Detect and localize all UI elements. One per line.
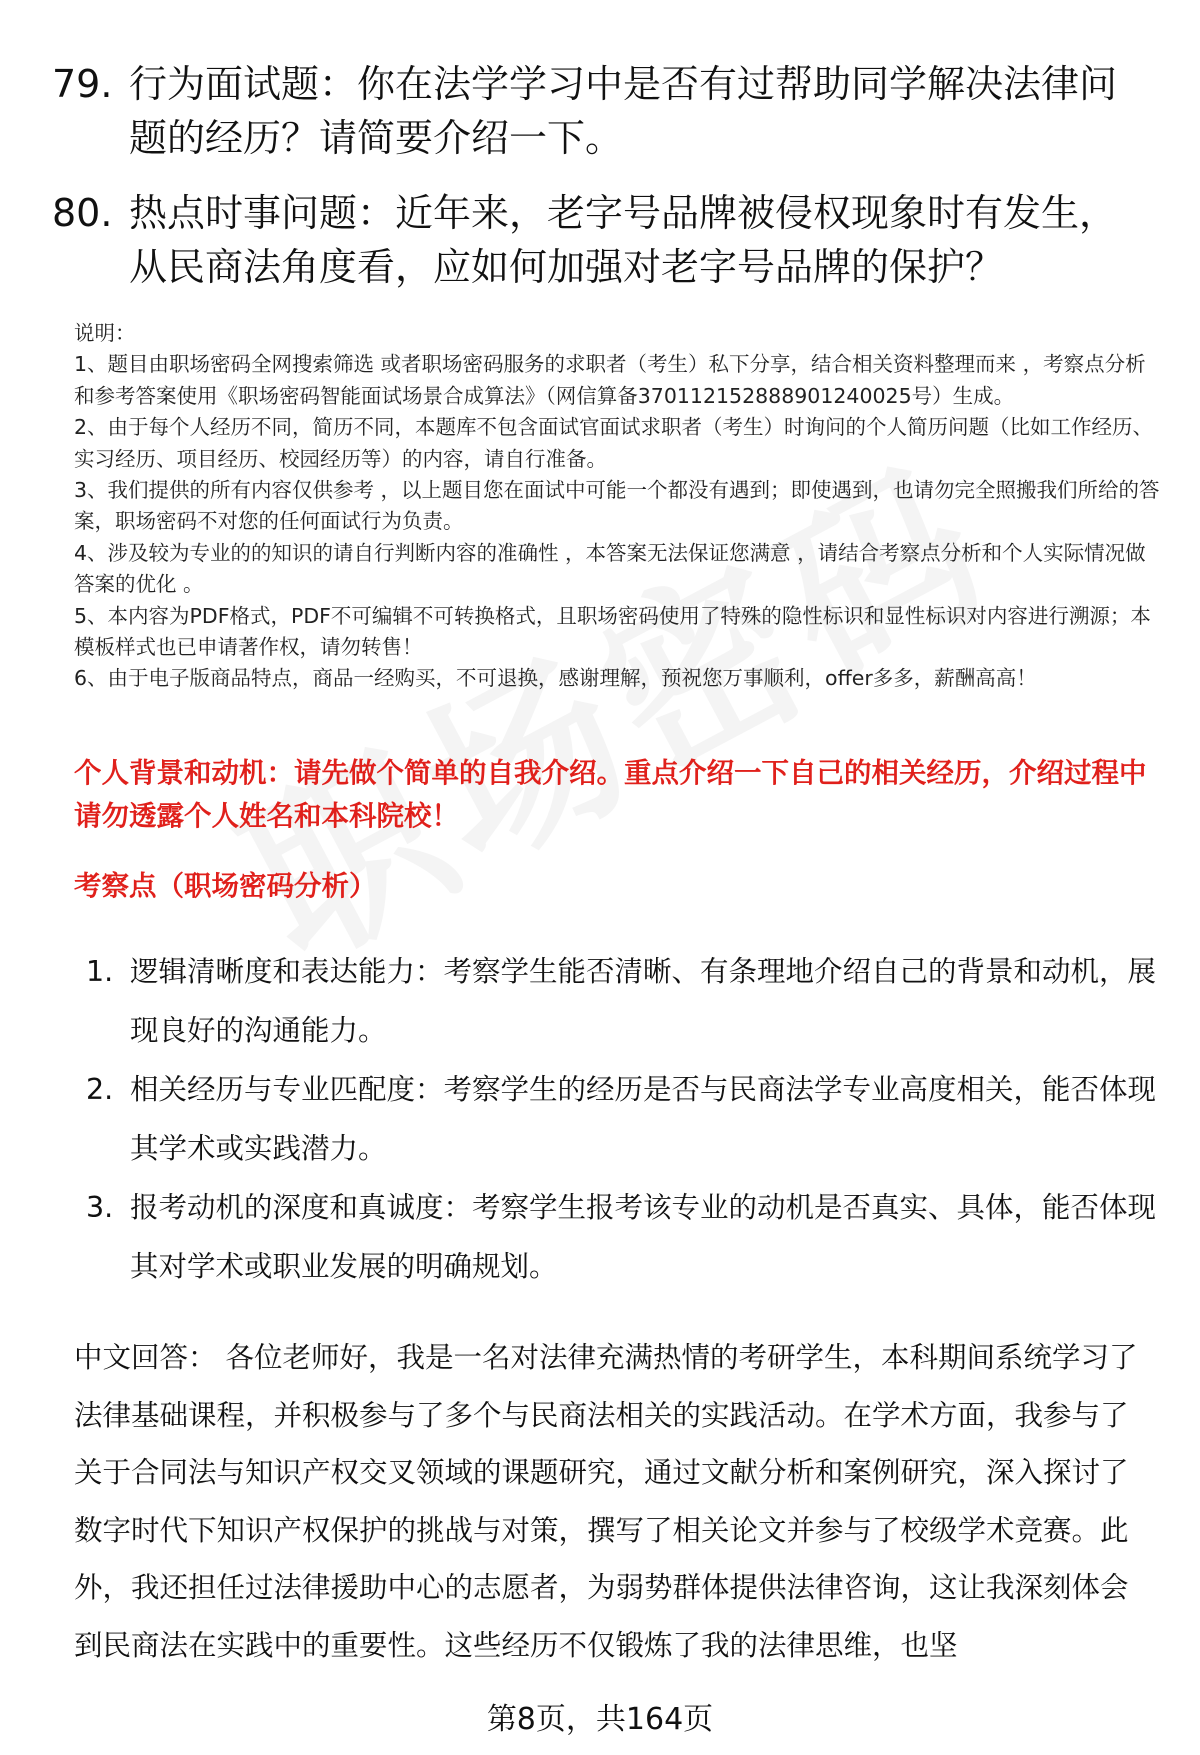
- point-number: 2.: [86, 1073, 114, 1106]
- note-item: 2、由于每个人经历不同，简历不同，本题库不包含面试官面试求职者（考生）时询问的个人简历问题（比如工作经历、实习经历、项目经历、校园经历等）的内容，请自行准备。: [74, 415, 1154, 471]
- analysis-point: [86, 942, 1156, 1060]
- question-number: 79.: [52, 62, 113, 106]
- analysis-points: [86, 942, 1156, 1296]
- note-item: 1、题目由职场密码全网搜索筛选 或者职场密码服务的求职者（考生）私下分享，结合相关资料整理而来 ，考察点分析和参考答案使用《职场密码智能面试场景合成算法》（网信算备370112152888901240025号）生成。: [74, 352, 1146, 408]
- point-number: 1.: [86, 955, 114, 988]
- analysis-point: [86, 1178, 1156, 1296]
- point-number: 3.: [86, 1191, 114, 1224]
- note-item: 4、涉及较为专业的的知识的请自行判断内容的准确性 ，本答案无法保证您满意 ，请结合考察点分析和个人实际情况做答案的优化 。: [74, 540, 1146, 597]
- notes-heading: 说明：: [74, 321, 136, 345]
- note-item: 6、由于电子版商品特点，商品一经购买，不可退换，感谢理解，预祝您万事顺利，offer多多，薪酬高高！: [74, 666, 1037, 691]
- question-80: [52, 186, 1152, 294]
- question-text: 行为面试题：你在法学学习中是否有过帮助同学解决法律问题的经历？请简要介绍一下。: [129, 62, 1118, 160]
- note-item: 5、本内容为PDF格式，PDF不可编辑不可转换格式，且职场密码使用了特殊的隐性标识和显性标识对内容进行溯源；本模板样式也已申请著作权，请勿转售！: [74, 603, 1151, 660]
- question-79: [52, 57, 1152, 165]
- question-text: 热点时事问题：近年来，老字号品牌被侵权现象时有发生，从民商法角度看，应如何加强对老字号品牌的保护？: [129, 191, 1118, 289]
- note-item: 3、我们提供的所有内容仅供参考 ，以上题目您在面试中可能一个都没有遇到；即使遇到，也请勿完全照搬我们所给的答案，职场密码不对您的任何面试行为负责。: [74, 478, 1160, 534]
- point-text: 报考动机的深度和真诚度：考察学生报考该专业的动机是否真实、具体，能否体现其对学术或职业发展的明确规划。: [130, 1191, 1157, 1283]
- page-footer: 第8页，共164页: [486, 1702, 714, 1737]
- point-text: 逻辑清晰度和表达能力：考察学生能否清晰、有条理地介绍自己的背景和动机，展现良好的沟通能力。: [130, 955, 1157, 1047]
- analysis-heading: 考察点（职场密码分析）: [74, 870, 377, 902]
- section-question: 个人背景和动机：请先做个简单的自我介绍。重点介绍一下自己的相关经历，介绍过程中请勿透露个人姓名和本科院校！: [74, 757, 1147, 832]
- question-number: 80.: [52, 191, 113, 235]
- disclaimer-notes: [74, 318, 1164, 695]
- point-text: 相关经历与专业匹配度：考察学生的经历是否与民商法学专业高度相关，能否体现其学术或实践潜力。: [130, 1073, 1157, 1165]
- answer-paragraph: 中文回答： 各位老师好，我是一名对法律充满热情的考研学生，本科期间系统学习了法律基础课程，并积极参与了多个与民商法相关的实践活动。在学术方面，我参与了关于合同法与知识产权交叉领域的课题研究，通过文献分析和案例研究，深入探讨了数字时代下知识产权保护的挑战与对策，撰写了相关论文并参与了校级学术竞赛。此外，我还担任过法律援助中心的志愿者，为弱势群体提供法律咨询，这让我深刻体会到民商法在实践中的重要性。这些经历不仅锻炼了我的法律思维，也坚: [74, 1341, 1138, 1662]
- analysis-point: [86, 1060, 1156, 1178]
